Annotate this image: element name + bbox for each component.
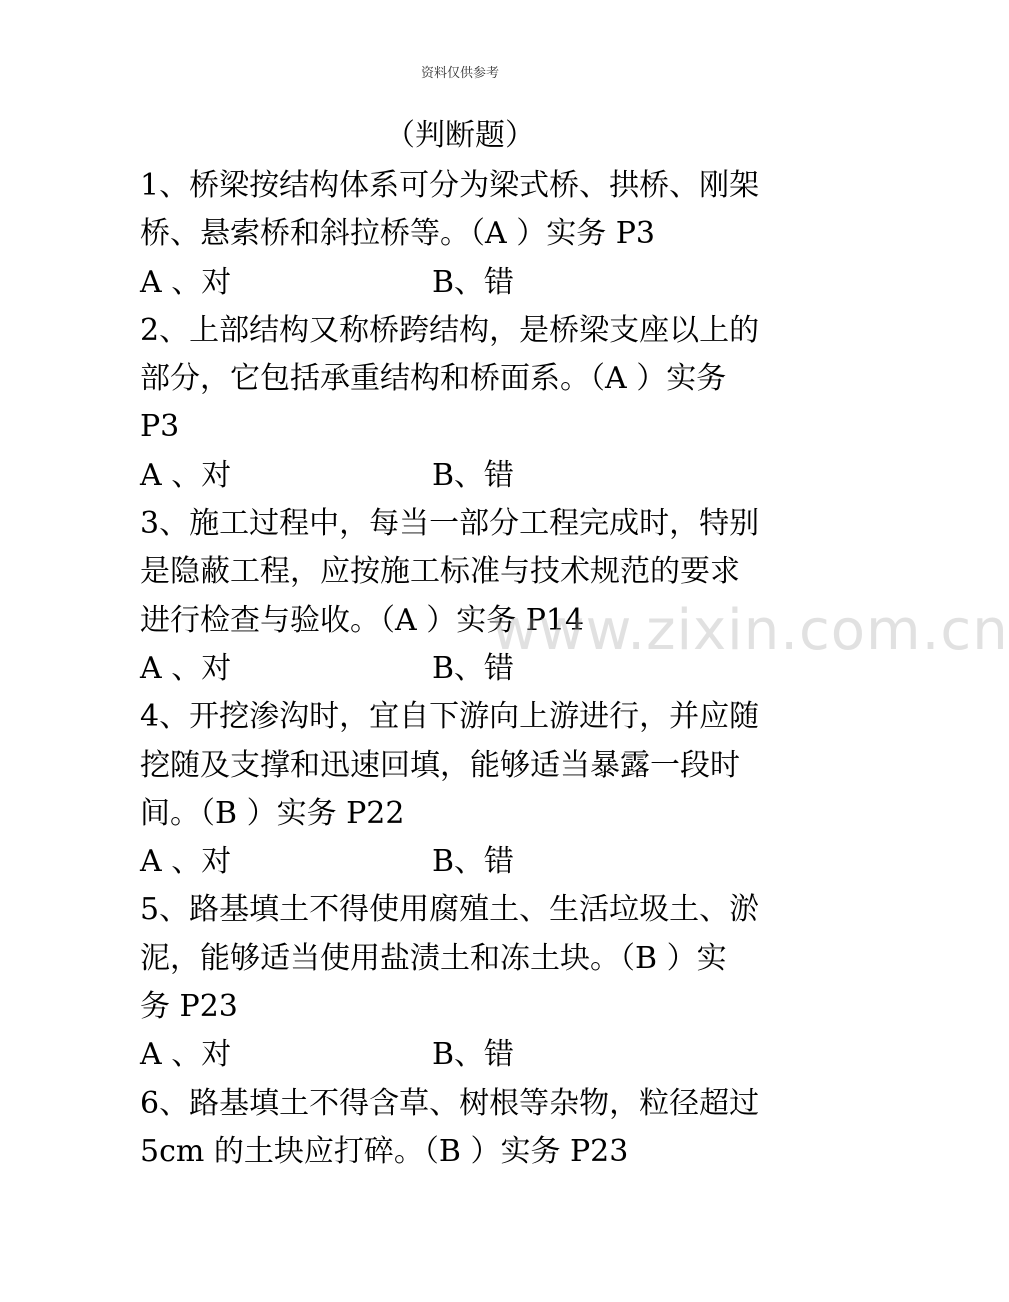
option-a: A 、对 xyxy=(140,457,232,493)
option-a: A 、对 xyxy=(140,1037,232,1073)
question-4 xyxy=(140,693,785,886)
question-line: 2、上部结构又称桥跨结构，是桥梁支座以上的 xyxy=(140,312,760,348)
option-b: B、错 xyxy=(432,457,515,493)
page-header: 资料仅供参考 xyxy=(420,66,499,81)
option-b: B、错 xyxy=(432,844,515,880)
question-line: 间。（B ）实务 P22 xyxy=(140,795,405,831)
options-row xyxy=(140,259,785,307)
watermark: www.zixin.com.cn xyxy=(492,598,1009,663)
question-line: 5cm 的土块应打碎。（B ）实务 P23 xyxy=(140,1133,629,1169)
question-5 xyxy=(140,886,785,1079)
question-line: 桥、悬索桥和斜拉桥等。（A ）实务 P3 xyxy=(140,216,656,252)
option-b: B、错 xyxy=(432,264,515,300)
question-line: 5、路基填土不得使用腐殖土、生活垃圾土、淤 xyxy=(140,892,760,928)
question-line: P3 xyxy=(140,409,180,445)
question-3 xyxy=(140,500,785,693)
question-1 xyxy=(140,162,785,307)
section-title: （判断题） xyxy=(385,118,535,153)
option-a: A 、对 xyxy=(140,264,232,300)
question-line: 4、开挖渗沟时，宜自下游向上游进行，并应随 xyxy=(140,699,760,735)
question-6 xyxy=(140,1080,785,1177)
question-line: 部分，它包括承重结构和桥面系。（A ）实务 xyxy=(140,361,727,397)
question-list xyxy=(140,162,785,1176)
options-row xyxy=(140,1031,785,1079)
option-b: B、错 xyxy=(432,1037,515,1073)
question-line: 6、路基填土不得含草、树根等杂物，粒径超过 xyxy=(140,1085,760,1121)
question-line: 泥，能够适当使用盐渍土和冻土块。（B ）实 xyxy=(140,940,727,976)
question-line: 进行检查与验收。（A ）实务 P14 xyxy=(140,602,585,638)
option-a: A 、对 xyxy=(140,844,232,880)
option-b: B、错 xyxy=(432,650,515,686)
options-row xyxy=(140,452,785,500)
question-line: 务 P23 xyxy=(140,989,238,1025)
question-line: 1、桥梁按结构体系可分为梁式桥、拱桥、刚架 xyxy=(140,168,760,203)
options-row xyxy=(140,838,785,886)
question-line: 挖随及支撑和迅速回填，能够适当暴露一段时 xyxy=(140,747,740,783)
option-a: A 、对 xyxy=(140,650,232,686)
question-2 xyxy=(140,307,785,500)
question-line: 是隐蔽工程，应按施工标准与技术规范的要求 xyxy=(140,554,740,590)
question-line: 3、施工过程中，每当一部分工程完成时，特别 xyxy=(140,506,760,542)
